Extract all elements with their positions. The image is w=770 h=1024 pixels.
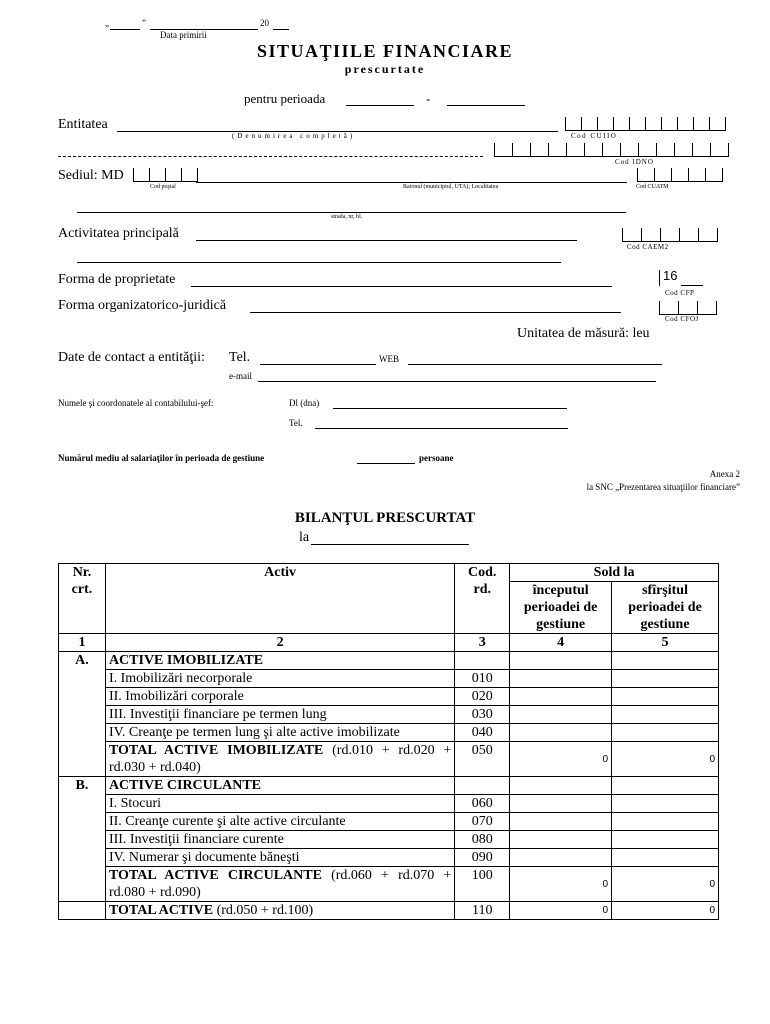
header-end: sfîrşitul perioadei de gestiune xyxy=(612,582,719,634)
row-start-cell[interactable] xyxy=(510,831,612,849)
table-row xyxy=(59,867,719,902)
header-nr: Nr. crt. xyxy=(59,564,106,634)
cuatm-label: Cod CUATM xyxy=(636,184,669,190)
row-end-cell[interactable] xyxy=(612,670,719,688)
street-label: strada, nr, bl. xyxy=(331,214,363,220)
activity-line-2[interactable] xyxy=(77,262,561,263)
total-end: 0 xyxy=(612,902,719,920)
total-b-end: 0 xyxy=(612,867,719,902)
period-dash: - xyxy=(426,91,431,106)
section-a-title: ACTIVE IMOBILIZATE xyxy=(105,652,454,670)
org-form-label: Forma organizatorico-juridică xyxy=(58,298,227,313)
contact-web-label: WEB xyxy=(379,354,399,364)
row-end-cell[interactable] xyxy=(612,831,719,849)
employees-line[interactable] xyxy=(357,463,415,464)
entity-hint: (Denumirea completă) xyxy=(232,132,356,140)
total-bold: TOTAL ACTIVE xyxy=(108,903,214,918)
document-subtitle: prescurtate xyxy=(344,62,426,76)
row-start-cell[interactable] xyxy=(510,688,612,706)
cuatm-boxes[interactable] xyxy=(637,168,723,182)
header-start: începutul perioadei de gestiune xyxy=(510,582,612,634)
col-number: 2 xyxy=(105,634,454,652)
row-label: II. Imobilizări corporale xyxy=(105,688,454,706)
ownership-label: Forma de proprietate xyxy=(58,272,176,287)
org-form-line[interactable] xyxy=(250,312,621,313)
total-a-start: 0 xyxy=(510,742,612,777)
receipt-year-line[interactable] xyxy=(273,29,289,30)
table-row xyxy=(59,777,719,795)
total-b-bold: TOTAL ACTIVE CIRCULANTE xyxy=(108,868,322,883)
col-number: 5 xyxy=(612,634,719,652)
row-start-cell[interactable] xyxy=(510,813,612,831)
total-a-rest: (rd.010 + rd.020 + rd.030 + rd.040) xyxy=(108,743,452,775)
activity-label: Activitatea principală xyxy=(58,226,179,241)
row-label: III. Investiţii financiare pe termen lung xyxy=(105,706,454,724)
table-row xyxy=(59,813,719,831)
unit-label: Unitatea de măsură: leu xyxy=(517,326,650,341)
cfp-box-edge xyxy=(659,270,660,286)
total-b-code: 100 xyxy=(455,867,510,902)
table-row xyxy=(59,724,719,742)
row-code: 010 xyxy=(455,670,510,688)
caem-boxes[interactable] xyxy=(622,228,718,242)
balance-date-label: la xyxy=(299,530,310,545)
total-start: 0 xyxy=(510,902,612,920)
row-code: 090 xyxy=(455,849,510,867)
balance-date-line[interactable] xyxy=(311,544,469,545)
row-end-cell[interactable] xyxy=(612,724,719,742)
total-a-end: 0 xyxy=(612,742,719,777)
ownership-line[interactable] xyxy=(191,286,612,287)
table-row xyxy=(59,652,719,670)
postal-code-label: Cod poştal xyxy=(150,184,176,190)
row-label: IV. Creanţe pe termen lung şi alte active imobilizate xyxy=(105,724,454,742)
balance-title: BILANŢUL PRESCURTAT xyxy=(294,510,476,526)
header-cod: Cod. rd. xyxy=(455,564,510,634)
total-a-bold: TOTAL ACTIVE IMOBILIZATE xyxy=(108,743,324,758)
annex-line1: Anexa 2 xyxy=(709,469,740,479)
table-row xyxy=(59,795,719,813)
employees-label: Numărul mediu al salariaţilor în perioada de gestiune xyxy=(58,453,265,463)
row-label: III. Investiţii financiare curente xyxy=(105,831,454,849)
locality-line[interactable] xyxy=(196,182,627,183)
accountant-label: Numele şi coordonatele al contabilului-şef: xyxy=(58,398,214,408)
table-row xyxy=(59,670,719,688)
row-end-cell[interactable] xyxy=(612,813,719,831)
row-end-cell[interactable] xyxy=(612,706,719,724)
annex-line2: la SNC „Prezentarea situaţiilor financiare” xyxy=(586,482,740,492)
cfp-label: Cod CFP xyxy=(665,289,695,297)
caem-label: Cod CAEM2 xyxy=(627,243,669,251)
entity-label: Entitatea xyxy=(58,117,108,132)
seat-label: Sediul: MD xyxy=(58,168,124,183)
section-a-nr: A. xyxy=(59,652,106,777)
table-row xyxy=(59,849,719,867)
row-code: 080 xyxy=(455,831,510,849)
idno-label: Cod IDNO xyxy=(615,158,654,166)
cfp-line[interactable] xyxy=(681,285,703,286)
period-label: pentru perioada xyxy=(244,91,326,106)
receipt-open-quote: „ xyxy=(105,18,109,28)
row-code: 040 xyxy=(455,724,510,742)
cfoj-boxes[interactable] xyxy=(659,301,717,315)
accountant-name-label: Dl (dna) xyxy=(289,398,320,408)
cuiio-boxes[interactable] xyxy=(565,117,726,131)
section-b-title: ACTIVE CIRCULANTE xyxy=(105,777,454,795)
total-b-start: 0 xyxy=(510,867,612,902)
contact-label: Date de contact a entităţii: xyxy=(58,350,205,365)
contact-web-line[interactable] xyxy=(408,364,662,365)
balance-table xyxy=(58,563,719,920)
row-start-cell[interactable] xyxy=(510,795,612,813)
document-title: SITUAŢIILE FINANCIARE xyxy=(256,41,514,61)
contact-tel-label: Tel. xyxy=(229,350,251,365)
locality-label: Raionul (municipiul, UTA); Localitatea xyxy=(403,184,499,190)
col-number: 4 xyxy=(510,634,612,652)
period-end-line[interactable] xyxy=(447,105,525,106)
postal-code-boxes[interactable] xyxy=(133,168,198,182)
cfoj-label: Cod CFOJ xyxy=(665,315,699,323)
receipt-day-line[interactable] xyxy=(110,29,140,30)
section-b-nr: B. xyxy=(59,777,106,902)
total-a-label xyxy=(105,742,454,777)
total-rest: (rd.050 + rd.100) xyxy=(213,903,314,918)
table-row xyxy=(59,742,719,777)
row-start-cell[interactable] xyxy=(510,724,612,742)
row-label: I. Imobilizări necorporale xyxy=(105,670,454,688)
row-start-cell[interactable] xyxy=(510,849,612,867)
contact-email-line[interactable] xyxy=(258,381,656,382)
cfp-value[interactable]: 16 xyxy=(663,268,678,283)
cuiio-label: Cod CUIIO xyxy=(571,132,618,140)
receipt-close-quote: ” xyxy=(142,18,146,28)
accountant-tel-label: Tel. xyxy=(289,418,303,428)
total-b-rest: (rd.060 + rd.070 + rd.080 + rd.090) xyxy=(108,868,452,900)
table-row xyxy=(59,706,719,724)
accountant-tel-line[interactable] xyxy=(315,428,568,429)
employees-unit: persoane xyxy=(419,453,454,463)
row-label: I. Stocuri xyxy=(105,795,454,813)
table-row xyxy=(59,831,719,849)
row-end-cell[interactable] xyxy=(612,849,719,867)
row-end-cell[interactable] xyxy=(612,795,719,813)
activity-line[interactable] xyxy=(196,240,577,241)
row-label: IV. Numerar şi documente băneşti xyxy=(105,849,454,867)
table-row xyxy=(59,902,719,920)
total-code: 110 xyxy=(455,902,510,920)
row-code: 020 xyxy=(455,688,510,706)
row-code: 070 xyxy=(455,813,510,831)
header-sold: Sold la xyxy=(510,564,719,582)
row-code: 030 xyxy=(455,706,510,724)
contact-email-label: e-mail xyxy=(229,371,252,381)
street-line[interactable] xyxy=(77,212,626,213)
period-start-line[interactable] xyxy=(346,105,414,106)
col-number: 1 xyxy=(59,634,106,652)
idno-boxes[interactable] xyxy=(494,143,729,157)
entity-name-line-2[interactable] xyxy=(58,156,483,157)
receipt-year-prefix: 20 xyxy=(260,18,269,28)
total-label xyxy=(105,902,454,920)
row-code: 060 xyxy=(455,795,510,813)
row-end-cell[interactable] xyxy=(612,688,719,706)
receipt-label: Data primirii xyxy=(160,30,207,40)
total-b-label xyxy=(105,867,454,902)
contact-tel-line[interactable] xyxy=(260,364,376,365)
accountant-name-line[interactable] xyxy=(333,408,567,409)
row-label: II. Creanţe curente şi alte active circulante xyxy=(105,813,454,831)
row-start-cell[interactable] xyxy=(510,670,612,688)
table-row xyxy=(59,688,719,706)
header-activ: Activ xyxy=(105,564,454,634)
total-a-code: 050 xyxy=(455,742,510,777)
col-number: 3 xyxy=(455,634,510,652)
row-start-cell[interactable] xyxy=(510,706,612,724)
